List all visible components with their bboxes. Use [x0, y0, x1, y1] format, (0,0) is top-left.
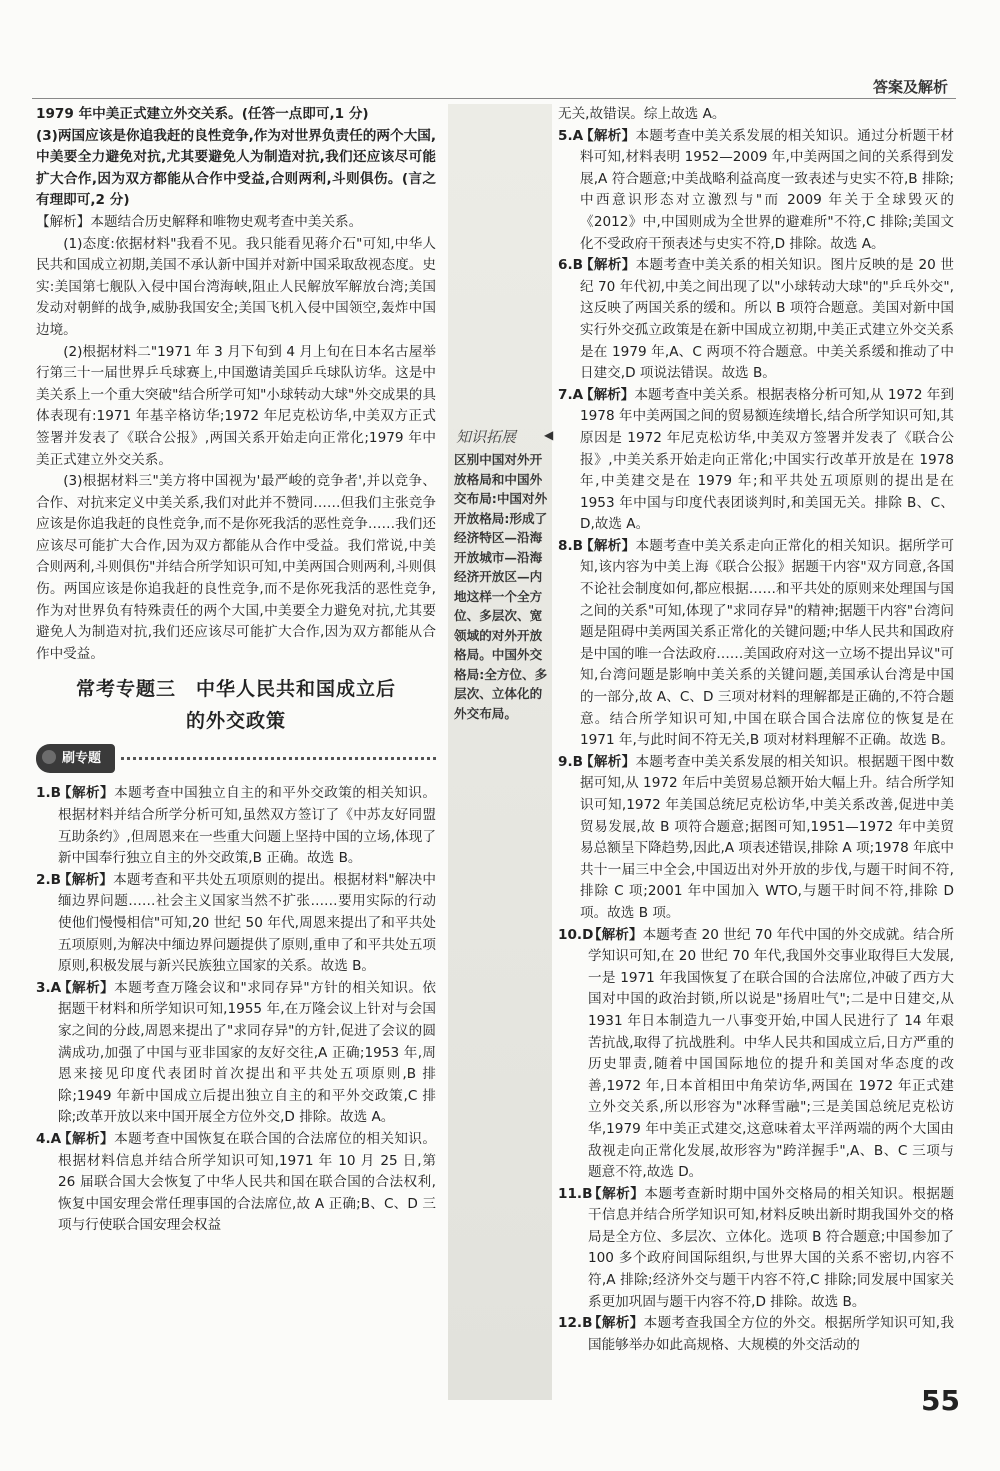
answer-number: 3.A — [36, 979, 62, 996]
answer-text: 本题考查中美关系的相关知识。图片反映的是 20 世纪 70 年代初,中美之间出现了以"小球转动大球"的"乒乓外交",这反映了两国关系的缓和。所以 B 项符合题意。美国对新中国实行外交孤立政策是在新中国成立初期,中美正式建立外交关系是在 1979 年,A、C 两项不符合题意。中美关系缓和推动了中日建交,D 项说法错误。故选 B。 — [580, 257, 954, 382]
analysis-head: 【解析】本题结合历史解释和唯物史观考查中美关系。 — [36, 213, 363, 230]
answer-number: 11.B — [558, 1185, 593, 1202]
analysis-tag: 【解析】 — [588, 926, 643, 943]
answer-item — [36, 1129, 436, 1237]
answer-item — [558, 1184, 954, 1314]
page-number: 55 — [921, 1384, 960, 1417]
answer-number: 1.B — [36, 785, 61, 802]
analysis-tag: 【解析】 — [58, 785, 115, 802]
analysis-paragraph-3: (3)根据材料三"美方将中国视为'最严峻的竞争者',并以竞争、合作、对抗来定义中美关系,我们对此并不赞同……但我们主张竞争应该是你追我赶的良性竞争,而不是你死我活的恶性竞争……我们还应该尽可能扩大合作,因为双方都能从合作中受益。我们常说,中美合则两利,斗则俱伤"并结合所学知识可知,中美两国合则两利,斗则俱伤。两国应该是你追我赶的良性竞争,而不是你死我活的恶性竞争,作为对世界负有特殊责任的两个大国,中美要全力避免对抗,尤其要避免人为制造对抗,我们还应该尽可能扩大合作,因为双方都能从合作中受益。 — [36, 473, 436, 662]
answer-item — [36, 978, 436, 1129]
header-rule — [32, 98, 956, 99]
answer-text: 本题考查中国恢复在联合国的合法席位的相关知识。根据材料信息并结合所学知识可知,1971 年 10 月 25 日,第 26 届联合国大会恢复了中华人民共和国在联合国的合法权利,恢复中国安理会常任理事国的合法席位,故 A 正确;B、C、D 三项与行使联合国安理会权益 — [58, 1130, 436, 1234]
answer-line-2: (3)两国应该是你追我赶的良性竞争,作为对世界负责任的两个大国,中美要全力避免对抗,尤其要避免人为制造对抗,我们还应该尽可能扩大合作,因为双方都能从合作中受益,合则两利,斗则俱伤。(言之有理即可,2 分) — [36, 127, 436, 209]
answer-item — [558, 752, 954, 925]
answer-item — [558, 1313, 954, 1356]
continued-line: 无关,故错误。综上故选 A。 — [558, 106, 726, 122]
analysis-tag: 【解析】 — [58, 979, 115, 996]
analysis-tag: 【解析】 — [580, 537, 636, 554]
right-column — [558, 104, 954, 1356]
answer-text: 本题考查中国独立自主的和平外交政策的相关知识。根据材料并结合所学分析可知,虽然双方签订了《中苏友好同盟互助条约》,但周恩来在一些重大问题上坚持中国的立场,体现了新中国奉行独立自主的外交政策,B 正确。故选 B。 — [58, 785, 436, 867]
analysis-tag: 【解析】 — [588, 1315, 644, 1332]
analysis-tag: 【解析】 — [580, 753, 636, 770]
answer-text: 本题考查万隆会议和"求同存异"方针的相关知识。依据题干材料和所学知识可知,1955 年,在万隆会议上针对与会国家之间的分歧,周恩来提出了"求同存异"的方针,促进了会议的圆满成功,加强了中国与亚非国家的友好交往,A 正确;1953 年,周恩来接见印度代表团时首次提出和平共处五项原则,B 排除;1949 年新中国成立后提出独立自主的和平外交政策,C 排除;改革开放以来中国开展全方位外交,D 排除。故选 A。 — [58, 979, 437, 1126]
page-header-title: 答案及解析 — [872, 78, 948, 96]
answer-number: 10.D — [558, 926, 594, 943]
answer-text: 本题考查新时期中国外交格局的相关知识。根据题干信息并结合所学知识可知,材料反映出新时期我国外交的格局是全方位、多层次、立体化。选项 B 符合题意;中国参加了 100 多个政府间国际组织,与世界大国的关系不密切,内容不符,A 排除;经济外交与题干内容不符,C 排除;同发展中国家关系更加巩固与题干内容不符,D 排除。故选 B。 — [588, 1185, 955, 1310]
answer-item — [558, 385, 954, 536]
analysis-tag: 【解析】 — [588, 1185, 645, 1202]
left-column — [36, 104, 436, 1237]
answer-text: 本题考查我国全方位的外交。根据所学知识可知,我国能够举办如此高规格、大规模的外交活动的 — [588, 1315, 955, 1353]
analysis-tag: 【解析】 — [580, 127, 636, 144]
answer-item — [558, 126, 954, 256]
answer-number: 12.B — [558, 1315, 593, 1332]
analysis-paragraph-2: (2)根据材料二"1971 年 3 月下旬到 4 月上旬在日本名古屋举行第三十一届世界乒乓球赛上,中国邀请美国乒乓球队访华。这是中美关系上一个重大突破"结合所学可知"小球转动大球"外交成果的具体表现有:1971 年基辛格访华;1972 年尼克松访华,中美双方正式签署并发表了《联合公报》,两国关系开始走向正常化;1979 年中美正式建立外交关系。 — [36, 343, 436, 468]
answer-item — [36, 783, 436, 869]
practice-badge: 刷专题 — [36, 744, 115, 774]
section-title — [36, 673, 436, 737]
sidebar-title: 知识拓展 — [456, 428, 517, 446]
answer-number: 5.A — [558, 127, 584, 144]
practice-banner — [36, 743, 436, 773]
analysis-paragraph-1: (1)态度:依据材料"我看不见。我只能看见蒋介石"可知,中华人民共和国成立初期,美国不承认新中国并对新中国采取敌视态度。史实:美国第七舰队入侵中国台湾海峡,阻止人民解放军解放台湾;美国发动对朝鲜的战争,威胁我国安全;美国飞机入侵中国领空,轰炸中国边境。 — [36, 235, 436, 338]
answer-number: 7.A — [558, 386, 584, 403]
analysis-tag: 【解析】 — [580, 386, 635, 403]
answer-text: 本题考查和平共处五项原则的提出。根据材料"解决中缅边界问题……社会主义国家当然不扩张……要用实际的行动使他们慢慢相信"可知,20 世纪 50 年代,周恩来提出了和平共处五项原则,为解决中缅边界问题提供了原则,重申了和平共处五项原则,积极发展与新兴民族独立国家的关系。故选 B。 — [58, 871, 436, 975]
analysis-tag: 【解析】 — [58, 1130, 115, 1147]
answer-item — [558, 925, 954, 1184]
answer-text: 本题考查中美关系走向正常化的相关知识。据所学可知,该内容为中美上海《联合公报》据题干内容"双方同意,各国不论社会制度如何,都应根据……和平共处的原则来处理国与国之间的关系"可知,体现了"求同存异"的精神;据题干内容"台湾问题是阻碍中美两国关系正常化的关键问题;中华人民共和国政府是中国的唯一合法政府……美国政府对这一立场不提出异议"可知,台湾问题是影响中美关系的关键问题,美国承认台湾是中国的一部分,故 A、C、D 三项对材料的理解都是正确的,不符合题意。结合所学知识可知,中国在联合国合法席位的恢复是在 1971 年,与此时间不符无关,B 项对材料理解不正确。故选 B。 — [580, 537, 955, 749]
answer-number: 8.B — [558, 537, 583, 554]
answer-number: 6.B — [558, 257, 583, 274]
section-title-line-1: 常考专题三 中华人民共和国成立后 — [75, 678, 396, 701]
section-title-line-2: 的外交政策 — [185, 710, 286, 733]
answer-number: 2.B — [36, 871, 61, 888]
analysis-tag: 【解析】 — [580, 257, 636, 274]
answer-text: 本题考查 20 世纪 70 年代中国的外交成就。结合所学知识可知,在 20 世纪 70 年代,我国外交事业取得巨大发展,一是 1971 年我国恢复了在联合国的合法席位,冲破了西方大国对中国的政治封锁,所以说是"扬眉吐气";二是中日建交,从 1931 年日本制造九一八事变开始,中国人民进行了 14 年艰苦抗战,取得了抗战胜利。中华人民共和国成立后,日方严重的历史罪责,随着中国国际地位的提升和美国对华态度的改善,1972 年,日本首相田中角荣访华,两国在 1972 年正式建立外交关系,所以形容为"冰释雪融";三是美国总统尼克松访华,1979 年中美正式建交,这意味着太平洋两端的两个大国由敌视走向正常化发展,故形容为"跨洋握手",A、B、C 三项与题意不符,故选 D。 — [588, 926, 954, 1181]
answer-number: 9.B — [558, 753, 583, 770]
sidebar-text: 区别中国对外开放格局和中国外交布局:中国对外开放格局:形成了经济特区—沿海开放城市—沿海经济开放区—内地这样一个全方位、多层次、宽领域的对外开放格局。中国外交格局:全方位、多层次、立体化的外交布局。 — [454, 452, 548, 721]
answer-line-1: 1979 年中美正式建立外交关系。(任答一点即可,1 分) — [36, 106, 369, 122]
answer-text: 本题考查中美关系发展的相关知识。根据题干图中数据可知,从 1972 年后中美贸易总额开始大幅上升。结合所学知识可知,1972 年美国总统尼克松访华,中美关系改善,促进中美贸易发展,故 B 项符合题意;据图可知,1951—1972 年中美贸易总额呈下降趋势,因此,A 项表述错误,排除 A 项;1978 年底中共十一届三中全会,中国迈出对外开放的步伐,与题干时间不符,排除 C 项;2001 年中国加入 WTO,与题干时间不符,排除 D 项。故选 B 项。 — [580, 753, 955, 921]
analysis-tag: 【解析】 — [58, 871, 114, 888]
knowledge-sidebar — [448, 104, 552, 1400]
answer-text: 本题考查中美关系发展的相关知识。通过分析题干材料可知,材料表明 1952—2009 年,中美两国之间的关系得到发展,A 符合题意;中美战略利益高度一致表述与史实不符,B 排除;中西意识形态对立激烈与"而 2009 年关于全球毁灭的《2012》中,中国则成为全世界的避难所"不符,C 排除;美国文化不受政府干预表述与史实不符,D 排除。故选 A。 — [580, 127, 955, 252]
answer-text: 本题考查中美关系。根据表格分析可知,从 1972 年到 1978 年中美两国之间的贸易额连续增长,结合所学知识可知,其原因是 1972 年尼克松访华,中美双方签署并发表了《联合公报》,中美关系开始走向正常化;中国实行改革开放是在 1978 年,中美建交是在 1979 年;和平共处五项原则的提出是在 1953 年中国与印度代表团谈判时,和美国无关。排除 B、C、D,故选 A。 — [580, 386, 954, 533]
pointer-arrow-icon: ◀ — [544, 428, 554, 442]
answer-number: 4.A — [36, 1130, 62, 1147]
answer-item — [558, 255, 954, 385]
dotted-divider — [121, 757, 436, 760]
answer-item — [36, 870, 436, 978]
answer-item — [558, 536, 954, 752]
